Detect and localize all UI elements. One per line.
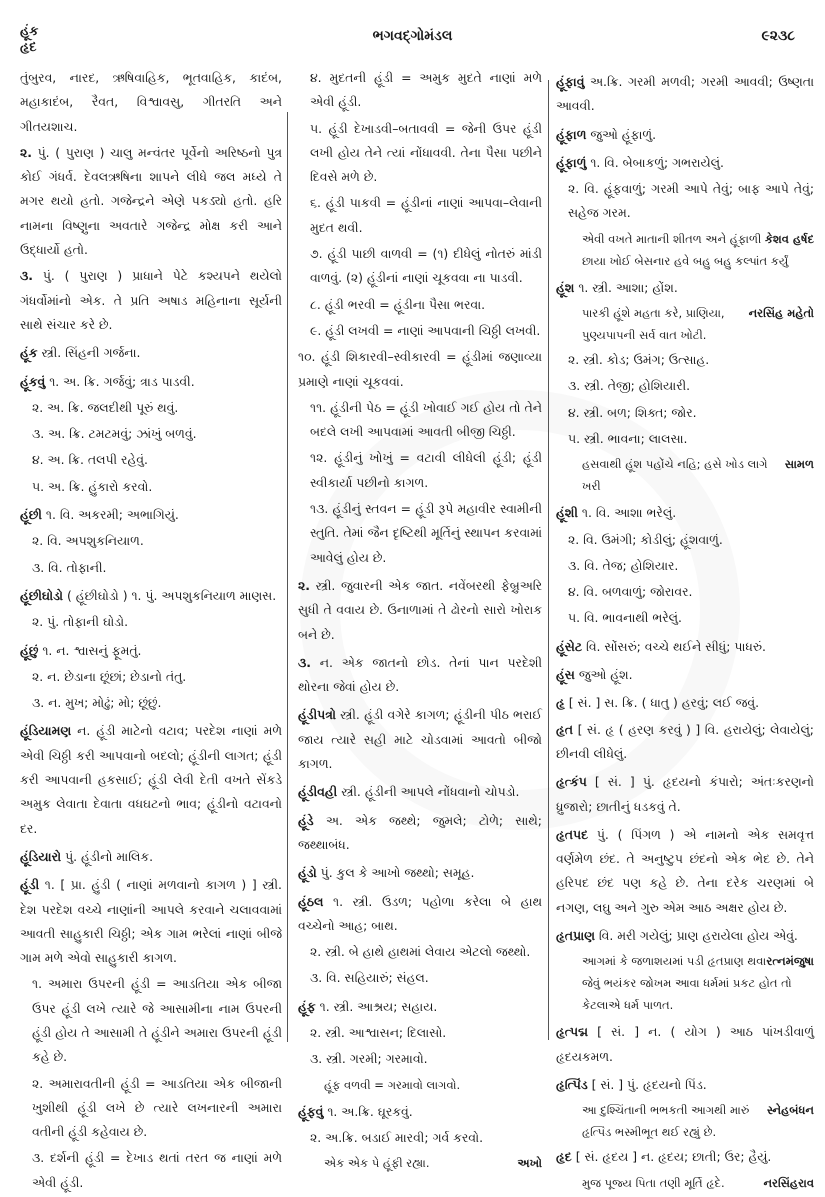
headword: હૂંકવું bbox=[20, 373, 46, 389]
headword: હૂંફાળું bbox=[556, 154, 587, 170]
definition-line bbox=[298, 242, 542, 291]
headword: ૩. bbox=[298, 654, 311, 670]
dictionary-entry bbox=[298, 651, 542, 700]
definition-line bbox=[20, 665, 282, 689]
definition-text: આ દુશ્ચિંતાની ભભકતી આગથી મારું હૃત્પિંડ ભસ્મીભૂત થઈ રહ્યું છે. bbox=[582, 1103, 750, 1140]
definition-text: ૩. વિ. તોફાની. bbox=[32, 559, 107, 575]
definition-text: ૧. અ.ક્રિ. ઘૂરકવું. bbox=[327, 1103, 413, 1119]
headword: હૂંઠલ bbox=[298, 893, 324, 909]
definition-line bbox=[298, 1021, 542, 1045]
dictionary-entry bbox=[556, 123, 814, 147]
definition-text: [ સં. ] પું. હૃદયનો કંપારો; અંતઃકરણનો ધ્રુજારો; છાતીનું ધડકવું તે. bbox=[556, 774, 814, 814]
definition-line bbox=[298, 1047, 542, 1071]
definition-text: ન. એક જાતનો છોડ. તેનાં પાન પરદેશી થોરના જેવાં હોય છે. bbox=[298, 654, 542, 695]
quote-attribution: નરસિંહ મહેતો bbox=[748, 306, 814, 321]
dictionary-entry bbox=[556, 823, 814, 920]
definition-line bbox=[556, 427, 814, 451]
definition-text: ૧. સ્ત્રી. આશ્રય; સહાય. bbox=[319, 998, 438, 1014]
definition-text: ૫. હૂંડી દેખાડવી–બતાવવી = જેની ઉપર હૂંડી લખી હોય તેને ત્યાં નોંધાવવી. તેના પૈસા પછીને દિવસે મળે છે. bbox=[310, 120, 542, 185]
definition-text: ૨. અમારાવતીની હૂંડી = આડતિયા એક બીજાની ખુશીથી હૂંડી લખે છે ત્યારે લખનારની અમારા વતીની હૂંડી કહેવાય છે. bbox=[32, 1075, 282, 1140]
definition-text: ૧. અમારા ઉપરની હૂંડી = આડતિયા એક બીજા ઉપર હૂંડી લખે ત્યારે જે આસામીના નામ ઉપરની હૂંડી હોય તે આસામી તે હૂંડીને અમારા ઉપરની હૂંડી કહે છે. bbox=[32, 976, 282, 1065]
dictionary-entry bbox=[556, 663, 814, 687]
dictionary-entry bbox=[556, 635, 814, 659]
headword: હૃત bbox=[556, 721, 574, 737]
definition-line bbox=[20, 1072, 282, 1145]
definition-text: ૮. હૂંડી ભરવી = હૂંડીના પૈસા ભરવા. bbox=[310, 296, 486, 312]
definition-text: ૧. અ. ક્રિ. ગર્જવું; ત્રાડ પાડવી. bbox=[49, 373, 195, 389]
dictionary-entry bbox=[556, 770, 814, 819]
definition-line bbox=[20, 972, 282, 1069]
definition-line bbox=[20, 422, 282, 446]
definition-text: [ સં. ] સ. ક્રિ. ( ધાતુ ) હરવું; લઈ જવું. bbox=[568, 695, 760, 711]
definition-text: ૨. અ. ક્રિ. જલદીથી પૂરું થવું. bbox=[32, 399, 179, 415]
dictionary-entry bbox=[298, 809, 542, 858]
headword: હૂંફાવું bbox=[556, 74, 585, 89]
definition-text: ૩. સ્ત્રી. ગરમી; ગરમાવો. bbox=[310, 1051, 428, 1067]
column-3 bbox=[556, 66, 814, 1196]
definition-line bbox=[556, 348, 814, 372]
definition-text: ૩. ન. મુખ; મોઢું; મો; છૂંછું. bbox=[32, 695, 162, 711]
headword: હૂંડીવહી bbox=[298, 784, 338, 800]
definition-text: એક એક પે હૂંફી રહ્યા. bbox=[324, 1156, 430, 1171]
definition-text: ૨. સ્ત્રી. આશ્વાસન; દિલાસો. bbox=[310, 1024, 447, 1040]
definition-text: ૧. વિ. અકરમી; અભાગિયું. bbox=[45, 507, 179, 523]
column-1 bbox=[20, 66, 282, 1197]
definition-line bbox=[556, 606, 814, 630]
headword: હૃતપ્રાણ bbox=[556, 928, 595, 944]
definition-text: ૧૦. હૂંડી શિકારવી–સ્વીકારવી = હૂંડીમાં જણાવ્યા પ્રમાણે નાણાં ચૂકવવાં. bbox=[298, 349, 542, 389]
quotation bbox=[298, 1074, 542, 1096]
dictionary-entry bbox=[298, 861, 542, 885]
dictionary-entry bbox=[556, 924, 814, 948]
definition-text: [ સં. હૃ ( હરણ કરવું ) ] વિ. હરાયેલું; લેવાયેલું; છીનવી લીધેલું. bbox=[556, 721, 814, 761]
definition-text: ૧૩. હૂંડીનું સ્તવન = હૂંડી રૂપે મહાવીર સ્વામીની સ્તુતિ. તેમાં જૈન દૃષ્ટિથી મૂર્તિનું સ્થાપન કરવામાં આવેલું હોય છે. bbox=[310, 501, 542, 565]
definition-text: ૪. વિ. બળવાળું; જોરાવર. bbox=[568, 584, 693, 600]
headword: હૂંફ bbox=[298, 998, 316, 1014]
quotation bbox=[298, 1152, 542, 1174]
quotation bbox=[556, 453, 814, 497]
definition-line bbox=[298, 345, 542, 394]
definition-text: ૭. હૂંડી પાછી વાળવી = (૧) દીધેલું નોતરું માંડી વાળવું. (૨) હૂંડીનાં નાણાં ચૂકવવા ના પાડવી. bbox=[310, 246, 542, 286]
dictionary-entry bbox=[298, 890, 542, 939]
page-title: ભગવદ્ગોમંડલ bbox=[372, 28, 453, 44]
guide-word-first: હૂંક bbox=[20, 24, 39, 39]
dictionary-entry bbox=[20, 873, 282, 970]
headword: હૂંડિયામણ bbox=[20, 723, 72, 739]
definition-text: ૧. [ પ્રા. હુંડી ( નાણાં મળવાનો કાગળ ) ] સ્ત્રી. દેશ પરદેશ વચ્ચે નાણાંની આપલે કરવાને ચલાવવામાં આવતી સાહુકારી ચિઠ્ઠી; એક ગામ ભરેલાં નાણાં બીજે ગામ મળે એવો સાહુકારી કાગળ. bbox=[20, 877, 282, 966]
definition-text: પું. ( પુરાણ ) ચાલુ મન્વંતર પૂર્વેનો અરિષ્ઠનો પુત્ર કોઈ ગંધર્વ. દેવલઋષિના શાપને લીધે જલ મધ્યે તે મગર થયો હતો. ગજેન્દ્રને એણે પકડ્યો હતો. હરિ નામના વિષ્ણુના અવતારે ગજેન્દ્ર મોક્ષ કરી આને ઉદ્ધાર્યો હતો. bbox=[20, 144, 282, 258]
headword: હૃત્કંપ bbox=[556, 774, 587, 790]
headword: હૂંછીઘોડો bbox=[20, 587, 64, 603]
definition-text: જુઓ હૂંશ. bbox=[578, 667, 633, 683]
headword: હૃત્પદ્મ bbox=[556, 1024, 588, 1040]
definition-text: ૨. સ્ત્રી. બે હાથે હાથમાં લેવાય એટલો જથ્થો. bbox=[310, 944, 531, 960]
headword: હૂંફાળ bbox=[556, 126, 587, 142]
definition-text: તુંબુરવ, નારદ, ઋષિવાહિક, ભૂતવાહિક, કાદંબ, મહાકાદંબ, રૈવત, વિશ્વાવસુ, ગીતરતિ અને ગીતયશાચ. bbox=[20, 70, 282, 134]
headword: હૂંફવું bbox=[298, 1103, 324, 1119]
quotation bbox=[556, 1172, 814, 1194]
column-divider bbox=[548, 80, 549, 1040]
dictionary-entry bbox=[298, 703, 542, 776]
definition-text: ૨. ન. છેડાના છૂંછાં; છેડાનો તંતુ. bbox=[32, 668, 187, 684]
definition-text: ૩. સ્ત્રી. તેજી; હોશિયારી. bbox=[568, 378, 691, 394]
dictionary-entry bbox=[20, 141, 282, 262]
definition-text: ૫. સ્ત્રી. ભાવના; લાલસા. bbox=[568, 430, 688, 446]
definition-text: ૨. વિ. હૂંફવાળું; ગરમી આપે તેવું; બાફ આપે તેવું; સહેજ ગરમ. bbox=[568, 181, 814, 221]
definition-line bbox=[298, 319, 542, 343]
definition-text: પું. ( પુરાણ ) પ્રાધાને પેટે કશ્યપને થયેલો ગંધર્વોમાંનો એક. તે પ્રતિ અષાડ મહિનાના સૂર્યની સાથે સંચાર કરે છે. bbox=[20, 268, 282, 332]
headword: ૨. bbox=[298, 577, 310, 593]
definition-text: આગમાં કે જળાશયમાં પડી હૃતપ્રાણ થવા જેવું ભયંકર જોખમ આવા ધર્મમાં પ્રકટ હોત તો કેટલાએ ધર્મ પાળત. bbox=[582, 954, 792, 1013]
definition-line bbox=[556, 554, 814, 578]
definition-text: ૩. વિ. સહિયારું; સંહલ. bbox=[310, 970, 429, 986]
dictionary-entry bbox=[298, 995, 542, 1019]
definition-line bbox=[20, 691, 282, 715]
page-number: ૯૨૩૮ bbox=[761, 28, 795, 44]
headword: હૂંછું bbox=[20, 642, 39, 658]
dictionary-entry bbox=[556, 1073, 814, 1097]
headword: ૨. bbox=[20, 144, 32, 160]
definition-text: [ સં. ] ન. ( યોગ ) આઠ પાંખડીવાળું હૃદયકમળ. bbox=[556, 1024, 814, 1064]
definition-text: મુજ પૂજ્ય પિતા તણી મૂર્તિ હૃદે. bbox=[582, 1175, 725, 1190]
definition-text: ૪. અ. ક્રિ. તલપી રહેવું. bbox=[32, 452, 148, 468]
definition-line bbox=[556, 374, 814, 398]
definition-text: ૩. અ. ક્રિ. ટમટમવું; ઝાંખું બળવું. bbox=[32, 426, 197, 442]
definition-line bbox=[298, 497, 542, 570]
headword: હૂંશ bbox=[556, 279, 575, 295]
headword: હૂંડો bbox=[298, 865, 317, 881]
quotation bbox=[556, 950, 814, 1016]
definition-text: ૪. સ્ત્રી. બળ; શિક્ત; જોર. bbox=[568, 404, 697, 420]
headword: હૂંસેટ bbox=[556, 638, 583, 654]
definition-line bbox=[298, 117, 542, 190]
definition-text: [ સં. ] પું. હૃદયનો પિંડ. bbox=[591, 1076, 707, 1092]
guide-word-last: હૃદ bbox=[20, 40, 37, 55]
definition-line bbox=[20, 556, 282, 580]
definition-text: ( હૂંછીઘોડો ) ૧. પું. અપશુકનિયાળ માણસ. bbox=[66, 587, 277, 603]
definition-text: સ્ત્રી. હૂંડીની આપલે નોંધવાનો ચોપડો. bbox=[341, 784, 520, 800]
dictionary-entry bbox=[20, 719, 282, 840]
headword: હૂંડી bbox=[20, 877, 40, 893]
definition-line bbox=[20, 475, 282, 499]
quote-attribution: અખો bbox=[517, 1156, 542, 1171]
definition-line bbox=[20, 66, 282, 139]
definition-text: સ્ત્રી. હૂંડી વગેરે કાગળ; હૂંડીની પીઠ ભરાઈ જાય ત્યારે સહી માટે ચોડવામાં આવતો બીજો કાગળ. bbox=[298, 707, 542, 772]
quote-attribution: રત્નમંજુષા bbox=[766, 954, 814, 969]
dictionary-entry bbox=[20, 503, 282, 527]
definition-line bbox=[298, 293, 542, 317]
dictionary-entry bbox=[556, 1020, 814, 1069]
definition-line bbox=[20, 448, 282, 472]
definition-text: ૧. સ્ત્રી. આશા; હોંશ. bbox=[578, 279, 678, 295]
dictionary-entry bbox=[556, 691, 814, 715]
definition-line bbox=[298, 66, 542, 115]
quote-attribution: સ્નેહબંધન bbox=[766, 1103, 814, 1118]
quote-attribution: સામળ bbox=[784, 457, 814, 472]
dictionary-entry bbox=[556, 70, 814, 119]
definition-text: ૩. વિ. તેજ; હોશિયાર. bbox=[568, 557, 679, 573]
definition-line bbox=[20, 610, 282, 634]
definition-text: ૧૨. હૂંડીનું ખોખું = વટાવી લીધેલી હૂંડી; હૂંડી સ્વીકાર્યા પછીનો કાગળ. bbox=[310, 450, 542, 490]
dictionary-entry bbox=[20, 845, 282, 869]
dictionary-entry bbox=[298, 1100, 542, 1124]
dictionary-entry bbox=[298, 780, 542, 804]
definition-line bbox=[298, 191, 542, 240]
definition-line bbox=[556, 401, 814, 425]
definition-text: પું. ( પિંગળ ) એ નામનો એક સમવૃત્ત વર્ણમેળ છંદ. તે અનુષ્ટુપ છંદનો એક ભેદ છે. તેને હરિપદ છંદ પણ કહે છે. તેના દરેક ચરણમાં બે નગણ, લઘુ અને ગુરુ એમ આઠ અક્ષર હોય છે. bbox=[556, 826, 814, 915]
definition-text: વિ. સોંસરું; વચ્ચે થઈને સીધું; પાધરું. bbox=[586, 638, 766, 654]
definition-line bbox=[20, 1146, 282, 1195]
dictionary-entry bbox=[20, 370, 282, 394]
quotation bbox=[556, 1099, 814, 1143]
definition-text: ૨. અ.ક્રિ. બડાઈ મારવી; ગર્વ કરવો. bbox=[310, 1129, 484, 1145]
definition-text: ૪. મુદતની હૂંડી = અમુક મુદતે નાણાં મળે એવી હૂંડી. bbox=[310, 70, 542, 110]
dictionary-entry bbox=[556, 718, 814, 767]
headword: ૩. bbox=[20, 268, 33, 284]
definition-text: ન. હૂંડી માટેનો વટાવ; પરદેશ નાણાં મળે એવી ચિઠ્ઠી કરી આપવાનો બદલો; હૂંડીની લાગત; હૂંડી કરી આપવાની હકસાઈ; હૂંડી લેવી દેતી વખતે સેંકડે અમુક લેવાતા દેવાતા વધઘટનો ભાવ; હૂંડીનો વટાવનો દર. bbox=[20, 723, 282, 836]
definition-text: ૧૧. હૂંડીની પેઠ = હૂંડી ખોવાઈ ગઈ હોય તો તેને બદલે લખી આપવામાં આવતી બીજી ચિઠ્ઠી. bbox=[310, 399, 542, 440]
dictionary-entry bbox=[556, 501, 814, 525]
definition-text: પારકી હૂંશે મહતા કરે, પ્રાણિયા, પુણ્યપાપની સર્વ વાત ખોટી. bbox=[582, 306, 725, 343]
definition-text: અ.ક્રિ. ગરમી મળવી; ગરમી આવવી; ઉષ્ણતા આવવી. bbox=[556, 74, 814, 114]
headword: હૃદ bbox=[556, 1149, 572, 1165]
definition-text: ૧. વિ. આશા ભરેલું. bbox=[581, 505, 677, 521]
definition-text: અ. એક જથ્થે; જુમલે; ટોળે; સાથે; જથ્થાબંધ. bbox=[298, 812, 542, 852]
definition-text: ૨. વિ. ઉમંગી; કોડીલું; હૂંશવાળું. bbox=[568, 531, 723, 547]
definition-line bbox=[298, 446, 542, 495]
definition-text: સ્ત્રી. સિંહની ગર્જના. bbox=[41, 345, 141, 361]
definition-line bbox=[556, 528, 814, 552]
headword: હૂંડીપત્રો bbox=[298, 707, 336, 723]
definition-text: ૯. હૂંડી લખવી = નાણાં આપવાની ચિઠ્ઠી લખવી. bbox=[310, 322, 541, 338]
definition-text: પું. હૂંડીનો માલિક. bbox=[65, 848, 154, 864]
definition-text: ૨. વિ. અપશુકનિયાળ. bbox=[32, 533, 144, 549]
definition-text: વિ. મરી ગયેલું; પ્રાણ હરાયેલા હોય એવું. bbox=[598, 928, 798, 944]
definition-line bbox=[20, 529, 282, 553]
definition-line bbox=[298, 940, 542, 964]
definition-line bbox=[556, 177, 814, 226]
dictionary-entry bbox=[556, 276, 814, 300]
definition-text: ૩. દર્શની હૂંડી = દેખાડ થતાં તરત જ નાણાં મળે એવી હૂંડી. bbox=[32, 1150, 282, 1190]
definition-text: હૂંફ વળવી = ગરમાવો લાગવો. bbox=[324, 1077, 461, 1092]
definition-line bbox=[298, 396, 542, 445]
dictionary-entry bbox=[556, 151, 814, 175]
quotation bbox=[556, 228, 814, 272]
definition-text: જુઓ હૂંફાળું. bbox=[590, 126, 657, 142]
definition-text: સ્ત્રી. જુવારની એક જાત. નવેંબરથી ફેબ્રુઅરિ સુધી તે વવાય છે. ઉનાળામાં તે ઢોરનો સારો ખોરાક બને છે. bbox=[298, 577, 542, 642]
headword: હૂંશી bbox=[556, 505, 578, 521]
headword: હૂંડે bbox=[298, 812, 314, 828]
definition-text: ૧. વિ. બેબાકળું; ગભરાયેલું. bbox=[590, 154, 724, 170]
definition-text: પું. કુલ કે આખો જથ્થો; સમૂહ. bbox=[320, 865, 475, 881]
dictionary-entry bbox=[20, 341, 282, 365]
column-divider bbox=[287, 112, 288, 1042]
headword: હૃતપદ bbox=[556, 826, 588, 842]
headword: હૃત્પિંડ bbox=[556, 1076, 588, 1092]
dictionary-entry bbox=[20, 639, 282, 663]
column-2 bbox=[298, 66, 542, 1176]
headword: હૂંસ bbox=[556, 667, 575, 683]
definition-text: ૨. પું. તોફાની ઘોડો. bbox=[32, 614, 129, 630]
quotation bbox=[556, 302, 814, 346]
definition-text: એવી વખતે માતાની શીતળ અને હૂંફાળી છાયા ખોઈ બેસનાર હવે બહુ બહુ કલ્પાંત કર્યું bbox=[582, 231, 789, 268]
definition-line bbox=[20, 396, 282, 420]
dictionary-entry bbox=[556, 1145, 814, 1169]
dictionary-entry bbox=[298, 574, 542, 647]
dictionary-entry bbox=[20, 264, 282, 337]
definition-line bbox=[556, 580, 814, 604]
definition-line bbox=[298, 966, 542, 990]
definition-text: [ સં. હૃદય ] ન. હૃદય; છાતી; ઉર; હૈયું. bbox=[575, 1149, 772, 1165]
dictionary-entry bbox=[20, 584, 282, 608]
definition-text: ૬. હૂંડી પાકવી = હૂંડીનાં નાણાં આપવા–લેવાની મુદત થવી. bbox=[310, 195, 542, 235]
headword: હૂંડિયારો bbox=[20, 848, 62, 864]
definition-text: ૨. સ્ત્રી. કોડ; ઉમંગ; ઉત્સાહ. bbox=[568, 352, 710, 368]
definition-text: હસવાથી હૂંશ પહોંચે નહિ; હસે ખોડ લાગે ખરી bbox=[582, 457, 768, 494]
definition-text: ૫. અ. ક્રિ. હુંકારો કરવો. bbox=[32, 478, 153, 494]
definition-text: ૧. સ્ત્રી. ઉડળ; પહોળા કરેલા બે હાથ વચ્ચેનો આહ; બાથ. bbox=[298, 893, 542, 933]
definition-text: ૧. ન. શ્વાસનું ફૂમતું. bbox=[42, 642, 142, 658]
quote-attribution: કેશવ હર્ષદ bbox=[764, 231, 814, 246]
quote-attribution: નરસિંહરાવ bbox=[763, 1175, 814, 1190]
definition-text: ૫. વિ. ભાવનાથી ભરેલું. bbox=[568, 610, 682, 626]
headword: હૃ bbox=[556, 695, 565, 711]
definition-line bbox=[298, 1126, 542, 1150]
headword: હૂંક bbox=[20, 345, 38, 361]
headword: હૂંછી bbox=[20, 507, 42, 523]
